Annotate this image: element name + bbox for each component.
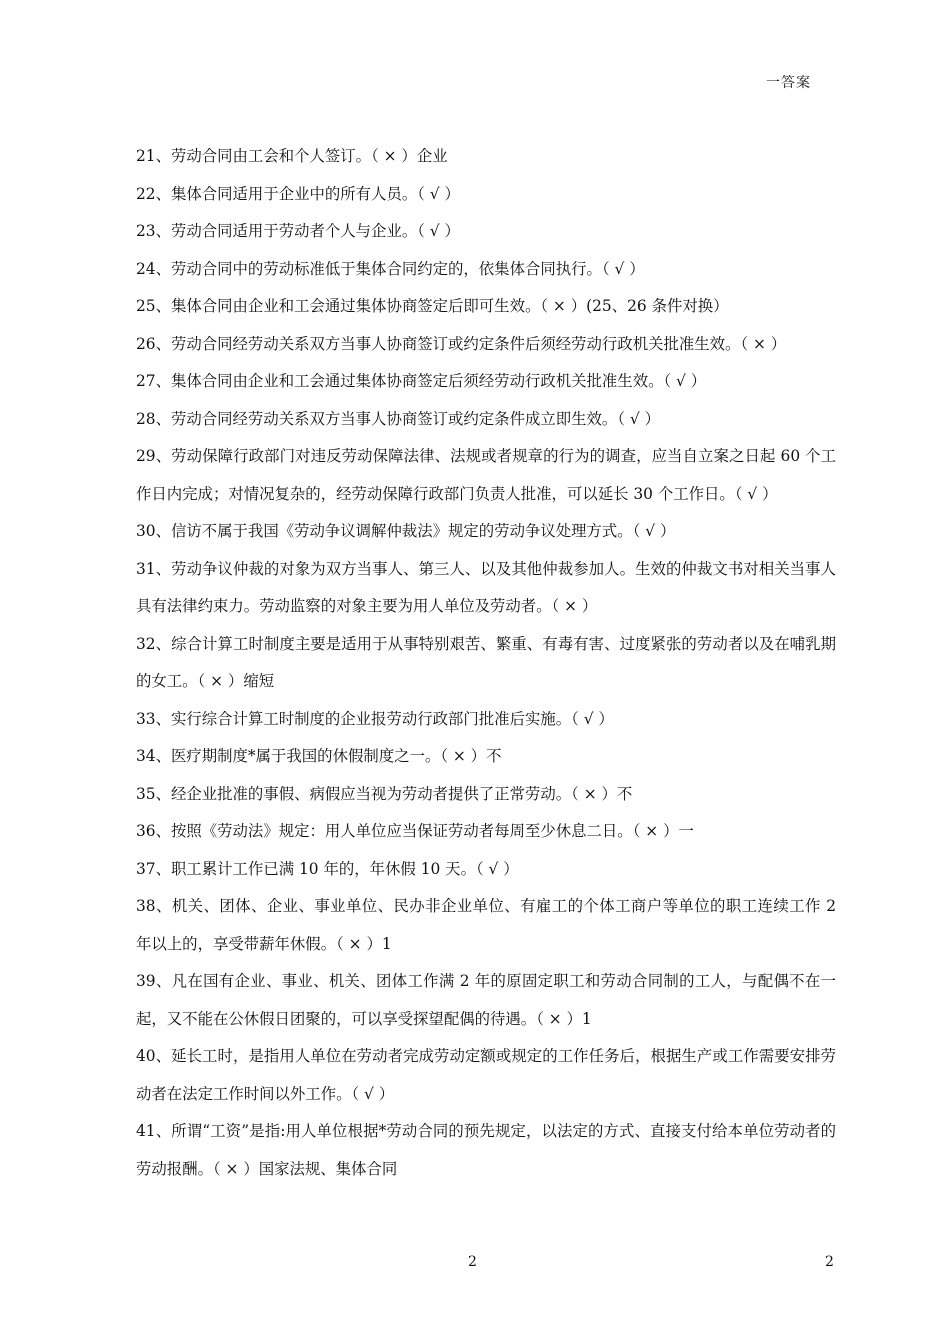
question-item-37 xyxy=(136,851,836,889)
question-text: 29、劳动保障行政部门对违反劳动保障法律、法规或者规章的行为的调查，应当自立案之日起 60 个工作日内完成；对情况复杂的，经劳动保障行政部门负责人批准，可以延长 30 个工作日。（ √ ） xyxy=(136,447,836,503)
question-list xyxy=(136,138,841,1188)
question-item-33 xyxy=(136,701,836,739)
question-item-28 xyxy=(136,401,836,439)
page-number-center: 2 xyxy=(468,1254,477,1270)
question-text: 36、按照《劳动法》规定：用人单位应当保证劳动者每周至少休息二日。（ × ）一 xyxy=(136,822,694,840)
page-number-right: 2 xyxy=(825,1254,834,1270)
question-text: 40、延长工时，是指用人单位在劳动者完成劳动定额或规定的工作任务后，根据生产或工作需要安排劳动者在法定工作时间以外工作。（ √ ） xyxy=(136,1047,836,1103)
question-text: 35、经企业批准的事假、病假应当视为劳动者提供了正常劳动。（ × ）不 xyxy=(136,784,633,803)
question-item-32 xyxy=(136,626,836,701)
question-text: 38、机关、团体、企业、事业单位、民办非企业单位、有雇工的个体工商户等单位的职工连续工作 2 年以上的，享受带薪年休假。（ × ）1 xyxy=(136,897,841,953)
question-text: 30、信访不属于我国《劳动争议调解仲裁法》规定的劳动争议处理方式。（ √ ） xyxy=(136,522,676,540)
question-text: 25、集体合同由企业和工会通过集体协商签定后即可生效。（ × ）(25、26 条件对换） xyxy=(136,297,729,315)
question-text: 32、综合计算工时制度主要是适用于从事特别艰苦、繁重、有毒有害、过度紧张的劳动者以及在哺乳期的女工。（ × ）缩短 xyxy=(136,634,836,690)
question-text: 27、集体合同由企业和工会通过集体协商签定后须经劳动行政机关批准生效。（ √ ） xyxy=(136,372,707,390)
question-item-29 xyxy=(136,438,836,513)
question-text: 24、劳动合同中的劳动标准低于集体合同约定的，依集体合同执行。（ √ ） xyxy=(136,259,645,278)
question-item-26 xyxy=(136,326,836,364)
question-item-24 xyxy=(136,251,836,289)
question-item-31 xyxy=(136,551,836,626)
question-item-40 xyxy=(136,1038,836,1113)
question-item-25 xyxy=(136,288,836,326)
question-item-22 xyxy=(136,176,836,214)
question-text: 28、劳动合同经劳动关系双方当事人协商签订或约定条件成立即生效。（ √ ） xyxy=(136,409,660,428)
question-text: 22、集体合同适用于企业中的所有人员。（ √ ） xyxy=(136,184,460,203)
question-item-23 xyxy=(136,213,836,251)
question-text: 21、劳动合同由工会和个人签订。（ × ）企业 xyxy=(136,147,448,165)
question-item-36 xyxy=(136,813,836,851)
question-item-34 xyxy=(136,738,836,776)
question-text: 33、实行综合计算工时制度的企业报劳动行政部门批准后实施。（ √ ） xyxy=(136,709,614,728)
question-text: 39、凡在国有企业、事业、机关、团体工作满 2 年的原固定职工和劳动合同制的工人，与配偶不在一起，又不能在公休假日团聚的，可以享受探望配偶的待遇。（ × ）1 xyxy=(136,972,836,1028)
question-text: 34、医疗期制度*属于我国的休假制度之一。（ × ）不 xyxy=(136,747,502,765)
question-item-38 xyxy=(136,888,841,963)
question-text: 23、劳动合同适用于劳动者个人与企业。（ √ ） xyxy=(136,222,460,240)
question-item-27 xyxy=(136,363,836,401)
question-text: 31、劳动争议仲裁的对象为双方当事人、第三人、以及其他仲裁参加人。生效的仲裁文书对相关当事人具有法律约束力。劳动监察的对象主要为用人单位及劳动者。（ × ） xyxy=(136,559,836,615)
page-header: 一答案 xyxy=(766,75,811,91)
question-text: 26、劳动合同经劳动关系双方当事人协商签订或约定条件后须经劳动行政机关批准生效。（ × ） xyxy=(136,334,787,353)
question-item-35 xyxy=(136,776,836,814)
question-text: 37、职工累计工作已满 10 年的，年休假 10 天。（ √ ） xyxy=(136,859,519,878)
question-text: 41、所谓“工资”是指:用人单位根据*劳动合同的预先规定，以法定的方式、直接支付给本单位劳动者的劳动报酬。（ × ）国家法规、集体合同 xyxy=(136,1122,836,1178)
question-item-41 xyxy=(136,1113,836,1188)
question-item-30 xyxy=(136,513,836,551)
question-item-21 xyxy=(136,138,836,176)
question-item-39 xyxy=(136,963,836,1038)
